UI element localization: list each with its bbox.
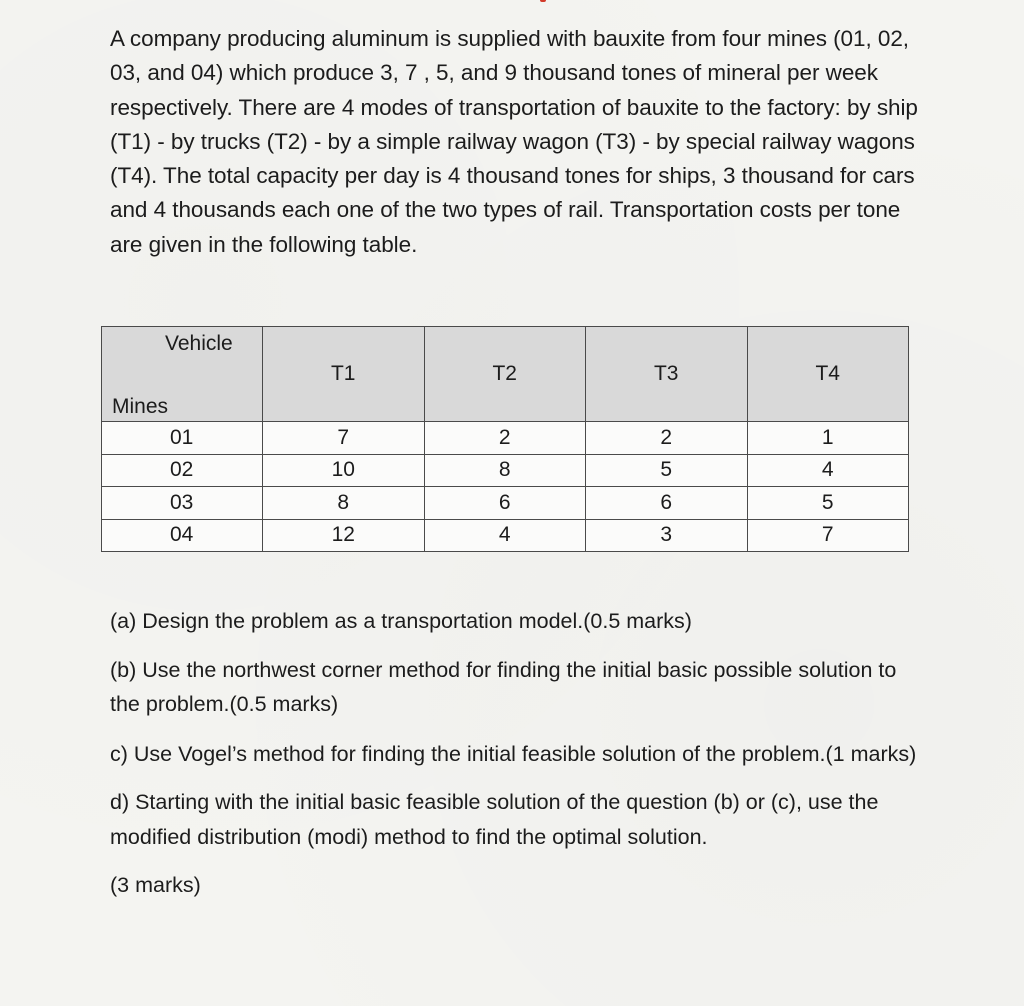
column-header-t2: T2: [424, 327, 586, 422]
question-d: d) Starting with the initial basic feasible solution of the question (b) or (c), use the modified distribution (modi) method to find the optimal solution.: [110, 790, 879, 849]
cost-cell: 8: [263, 487, 425, 520]
question-d-marks: (3 marks): [110, 873, 201, 897]
cost-cell: 8: [424, 454, 586, 487]
cost-cell: 5: [747, 487, 909, 520]
cost-cell: 4: [747, 454, 909, 487]
mine-label: 01: [102, 422, 263, 455]
column-header-t3: T3: [586, 327, 748, 422]
question-a: (a) Design the problem as a transportation model.(0.5 marks): [110, 609, 692, 633]
cost-cell: 5: [586, 454, 748, 487]
vehicle-header-label: Vehicle: [165, 332, 233, 355]
cost-cell: 1: [747, 422, 909, 455]
table-header-row: [102, 327, 909, 422]
question-list: [110, 604, 920, 917]
cost-cell: 3: [586, 519, 748, 552]
mines-header-label: Mines: [112, 395, 169, 418]
cost-cell: 7: [747, 519, 909, 552]
table-corner-cell: [102, 327, 263, 422]
table-row: [102, 422, 909, 455]
transport-cost-table: [101, 326, 909, 552]
cost-cell: 6: [424, 487, 586, 520]
cost-cell: 2: [586, 422, 748, 455]
cost-cell: 6: [586, 487, 748, 520]
table-row: [102, 487, 909, 520]
cost-cell: 10: [263, 454, 425, 487]
cost-cell: 12: [263, 519, 425, 552]
cost-cell: 2: [424, 422, 586, 455]
column-header-t1: T1: [263, 327, 425, 422]
cost-cell: 7: [263, 422, 425, 455]
mine-label: 02: [102, 454, 263, 487]
question-c: c) Use Vogel’s method for finding the initial feasible solution of the problem.(1 marks): [110, 741, 917, 766]
question-b: (b) Use the northwest corner method for finding the initial basic possible solution to the problem.(0.5 marks): [110, 657, 897, 716]
cost-cell: 4: [424, 519, 586, 552]
problem-statement: A company producing aluminum is supplied with bauxite from four mines (01, 02, 03, and 04) which produce 3, 7 , 5, and 9 thousand tones of mineral per week respectively. There are 4 modes of transportation of bauxite to the factory: by ship (T1) - by trucks (T2) - by a simple railway wagon (T3) - by special railway wagons (T4). The total capacity per day is 4 thousand tones for ships, 3 thousand for cars and 4 thousands each one of the two types of rail. Transportation costs per tone are given in the following table.: [110, 26, 918, 257]
mine-label: 04: [102, 519, 263, 552]
table-row: [102, 519, 909, 552]
table-row: [102, 454, 909, 487]
mine-label: 03: [102, 487, 263, 520]
column-header-t4: T4: [747, 327, 909, 422]
